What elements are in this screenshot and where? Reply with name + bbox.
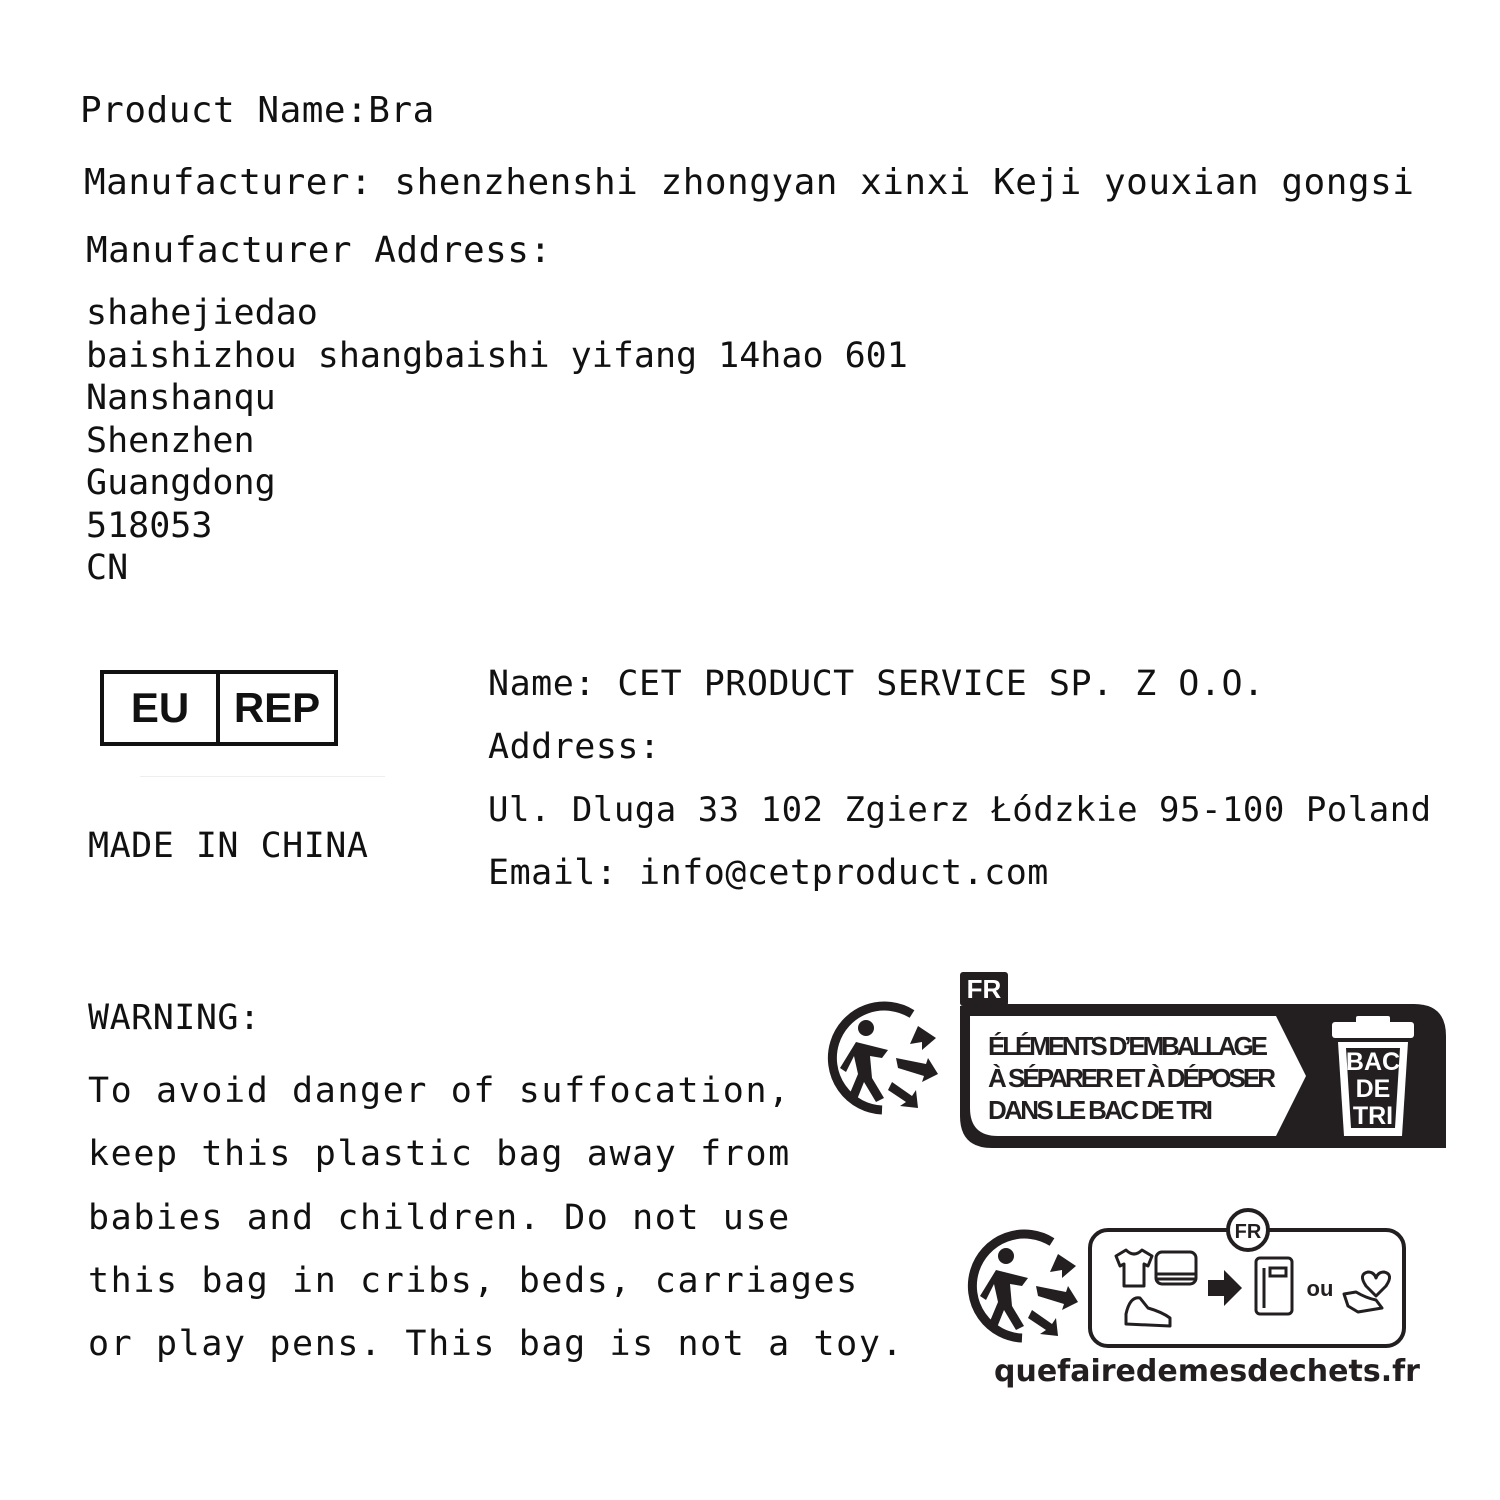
warning-title: WARNING: [88,998,261,1038]
address-line: baishizhou shangbaishi yifang 14hao 601 [86,335,908,376]
address-line: Nanshanqu [86,378,276,418]
eu-rep-badge [100,670,338,746]
packaging-line-2: À SÉPARER ET À DÉPOSER [988,1063,1276,1093]
eu-rep-email: Email: info@cetproduct.com [488,853,1049,893]
eu-rep-address-label: Address: [488,727,661,767]
bin-line-1: BAC [1345,1048,1401,1076]
made-in: MADE IN CHINA [88,826,369,866]
packaging-line-3: DANS LE BAC DE TRI [988,1095,1213,1125]
bin-line-3: TRI [1352,1102,1394,1130]
triman-textile-badge [1086,1208,1408,1350]
fr-badge-label: FR [1234,1221,1262,1243]
fr-tab-label: FR [966,974,1002,1004]
address-line: Guangdong [86,463,276,503]
address-line: 518053 [86,505,213,546]
triman-packaging-badge [958,970,1448,1152]
warning-line: keep this plastic bag away from [88,1134,791,1175]
warning-text [88,1060,904,1376]
manufacturer: Manufacturer: shenzhenshi zhongyan xinxi Keji youxian gongsi [84,162,1415,203]
address-line: Shenzhen [86,420,255,461]
manufacturer-address-label: Manufacturer Address: [86,230,552,271]
warning-line: To avoid danger of suffocation, [88,1071,791,1111]
eu-rep-address: Ul. Dluga 33 102 Zgierz Łódzkie 95-100 Poland [488,790,1432,830]
bin-line-2: DE [1355,1075,1391,1103]
triman-icon [966,1230,1082,1342]
or-label: ou [1306,1276,1334,1301]
triman-icon [826,1002,942,1114]
eu-rep-name: Name: CET PRODUCT SERVICE SP. Z O.O. [488,664,1265,704]
manufacturer-address [86,292,908,590]
eu-rep-badge-right: REP [233,684,321,731]
packaging-line-1: ÉLÉMENTS D’EMBALLAGE [988,1031,1268,1061]
recycling-website: quefairedemesdechets.fr [994,1354,1420,1389]
address-line: shahejiedao [86,293,318,333]
warning-line: or play pens. This bag is not a toy. [88,1324,905,1365]
divider [140,776,385,777]
address-line: CN [86,548,129,588]
eu-rep-badge-left: EU [104,674,220,742]
warning-line: babies and children. Do not use [88,1197,791,1238]
warning-line: this bag in cribs, beds, carriages [88,1260,859,1301]
product-name: Product Name:Bra [80,90,435,131]
